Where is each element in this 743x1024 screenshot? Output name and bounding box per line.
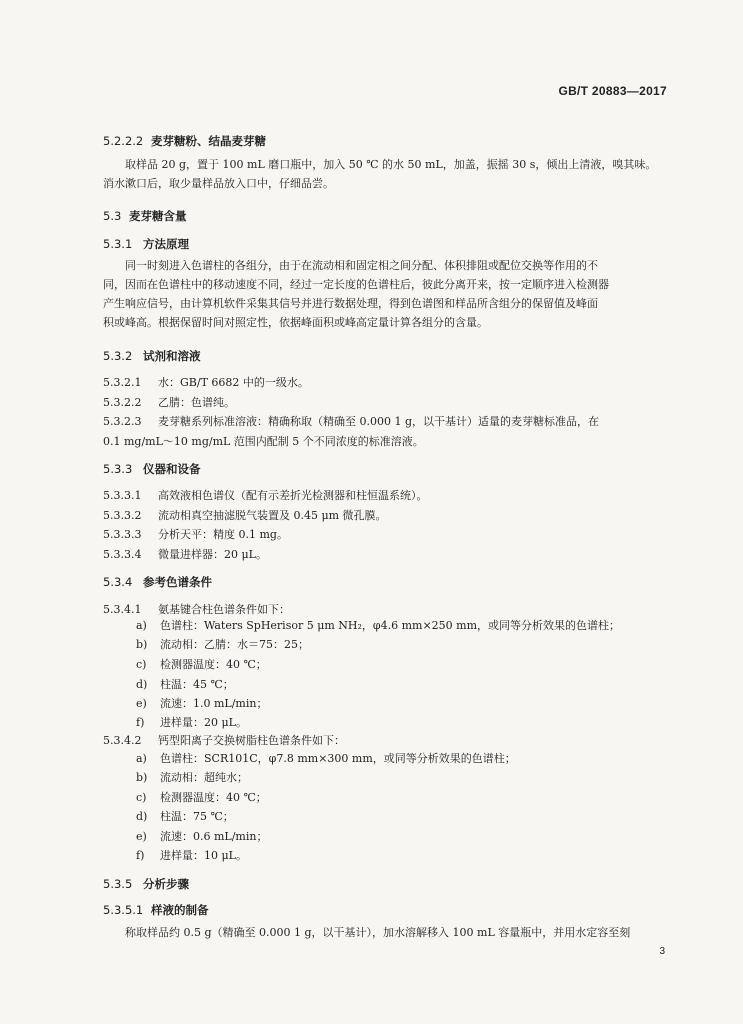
sub-item <box>136 676 234 692</box>
sub-label: f) <box>136 849 145 862</box>
sub-text: 柱温：45 ℃； <box>160 678 234 691</box>
list-item <box>103 393 680 412</box>
item-number: 5.3.2.3 <box>103 415 142 428</box>
text-line: 消水漱口后，取少量样品放入口中，仔细品尝。 <box>103 177 334 190</box>
section-title: 试剂和溶液 <box>143 349 201 363</box>
page-number: 3 <box>659 946 665 957</box>
sub-text: 检测器温度：40 ℃； <box>160 791 267 804</box>
sub-label: a) <box>136 752 147 765</box>
sub-label: f) <box>136 716 145 729</box>
section-number: 5.3.3 <box>103 462 133 476</box>
sub-item <box>136 828 267 844</box>
sub-label: a) <box>136 619 147 632</box>
list-item-continuation: 0.1 mg/mL～10 mg/mL 范围内配制 5 个不同浓度的标准溶液。 <box>103 435 424 448</box>
item-text: 流动相真空抽滤脱气装置及 0.45 μm 微孔膜。 <box>158 509 387 522</box>
section-title: 参考色谱条件 <box>143 575 212 589</box>
text-line: 产生响应信号，由计算机软件采集其信号并进行数据处理，得到色谱图和样品所含组分的保留值及峰面 <box>103 297 598 310</box>
heading-5-3-2 <box>103 348 201 364</box>
sub-label: b) <box>136 771 148 784</box>
item-text: 水：GB/T 6682 中的一级水。 <box>158 376 309 389</box>
item-text: 麦芽糖系列标准溶液：精确称取（精确至 0.000 1 g，以干基计）适量的麦芽糖标准品，在 <box>158 415 600 428</box>
sub-item <box>136 789 267 805</box>
item-text: 氨基键合柱色谱条件如下： <box>158 603 290 616</box>
section-title: 方法原理 <box>143 237 189 251</box>
paragraph-5-3-5-1 <box>103 923 680 942</box>
list-item <box>103 506 680 525</box>
text-line: 同，因而在色谱柱中的移动速度不同，经过一定长度的色谱柱后，彼此分离开来，按一定顺序进入检测器 <box>103 278 609 291</box>
list-item <box>103 373 680 392</box>
item-number: 5.3.4.1 <box>103 603 142 616</box>
section-number: 5.3.4 <box>103 575 133 589</box>
item-text: 微量进样器：20 μL。 <box>158 548 267 561</box>
sub-label: b) <box>136 638 148 651</box>
sub-text: 流速：1.0 mL/min； <box>160 697 268 710</box>
sub-label: d) <box>136 678 148 691</box>
sub-text: 流速：0.6 mL/min； <box>160 830 268 843</box>
sub-item <box>136 636 309 652</box>
sub-label: e) <box>136 830 147 843</box>
list-item <box>103 731 680 750</box>
sub-item <box>136 808 234 824</box>
sub-label: e) <box>136 697 147 710</box>
sub-text: 色谱柱：SCR101C，φ7.8 mm×300 mm，或同等分析效果的色谱柱； <box>160 752 516 765</box>
item-number: 5.3.3.1 <box>103 489 142 502</box>
item-number: 5.3.2.2 <box>103 396 142 409</box>
heading-5-3-1 <box>103 236 189 252</box>
sub-text: 柱温：75 ℃； <box>160 810 234 823</box>
section-title: 麦芽糖粉、结晶麦芽糖 <box>151 134 266 148</box>
sub-text: 进样量：20 μL。 <box>160 716 247 729</box>
paragraph-5-3-1 <box>103 256 680 332</box>
item-number: 5.3.3.4 <box>103 548 142 561</box>
heading-5-3-5-1 <box>103 902 209 918</box>
item-text: 高效液相色谱仪（配有示差折光检测器和柱恒温系统）。 <box>158 489 428 502</box>
section-number: 5.2.2.2 <box>103 134 144 148</box>
item-number: 5.3.3.2 <box>103 509 142 522</box>
item-text: 分析天平：精度 0.1 mg。 <box>158 528 288 541</box>
section-number: 5.3.5.1 <box>103 903 144 917</box>
section-number: 5.3.2 <box>103 349 133 363</box>
heading-5-3-4 <box>103 574 212 590</box>
section-title: 仪器和设备 <box>143 462 201 476</box>
list-item <box>103 525 680 544</box>
sub-item <box>136 847 247 863</box>
sub-text: 色谱柱：Waters SpHerisor 5 μm NH₂，φ4.6 mm×250 mm，或同等分析效果的色谱柱； <box>160 619 621 632</box>
sub-text: 进样量：10 μL。 <box>160 849 247 862</box>
item-number: 5.3.2.1 <box>103 376 142 389</box>
sub-text: 检测器温度：40 ℃； <box>160 658 267 671</box>
heading-5-3-5 <box>103 876 189 892</box>
section-number: 5.3.1 <box>103 237 133 251</box>
heading-5-3 <box>103 208 187 224</box>
list-item <box>103 412 680 431</box>
sub-label: d) <box>136 810 148 823</box>
sub-item <box>136 769 248 785</box>
sub-item <box>136 714 247 730</box>
text-line: 称取样品约 0.5 g（精确至 0.000 1 g，以干基计），加水溶解移入 100 mL 容量瓶中，并用水定容至刻 <box>125 926 631 939</box>
section-number: 5.3.5 <box>103 877 133 891</box>
section-title: 分析步骤 <box>143 877 189 891</box>
section-title: 样液的制备 <box>151 903 209 917</box>
sub-text: 流动相：超纯水； <box>160 771 248 784</box>
standard-code: GB/T 20883—2017 <box>558 84 667 98</box>
text-line: 同一时刻进入色谱柱的各组分，由于在流动相和固定相之间分配、体积排阻或配位交换等作用的不 <box>125 259 598 272</box>
sub-label: c) <box>136 658 147 671</box>
section-title: 麦芽糖含量 <box>129 209 187 223</box>
sub-item <box>136 750 516 766</box>
item-number: 5.3.3.3 <box>103 528 142 541</box>
list-item <box>103 545 680 564</box>
heading-5-3-3 <box>103 461 201 477</box>
heading-5-2-2-2 <box>103 133 266 149</box>
text-line: 取样品 20 g，置于 100 mL 磨口瓶中，加入 50 ℃ 的水 50 mL，加盖，振摇 30 s，倾出上清液，嗅其味。 <box>125 158 657 171</box>
sub-item <box>136 617 620 633</box>
item-text: 钙型阳离子交换树脂柱色谱条件如下： <box>158 734 345 747</box>
sub-item <box>136 656 267 672</box>
text-line: 积或峰高。根据保留时间对照定性，依据峰面积或峰高定量计算各组分的含量。 <box>103 316 488 329</box>
sub-label: c) <box>136 791 147 804</box>
item-text: 乙腈：色谱纯。 <box>158 396 235 409</box>
item-number: 5.3.4.2 <box>103 734 142 747</box>
sub-text: 流动相：乙腈：水＝75：25； <box>160 638 309 651</box>
sub-item <box>136 695 267 711</box>
paragraph-5-2-2-2 <box>103 155 680 193</box>
section-number: 5.3 <box>103 209 122 223</box>
list-item <box>103 486 680 505</box>
